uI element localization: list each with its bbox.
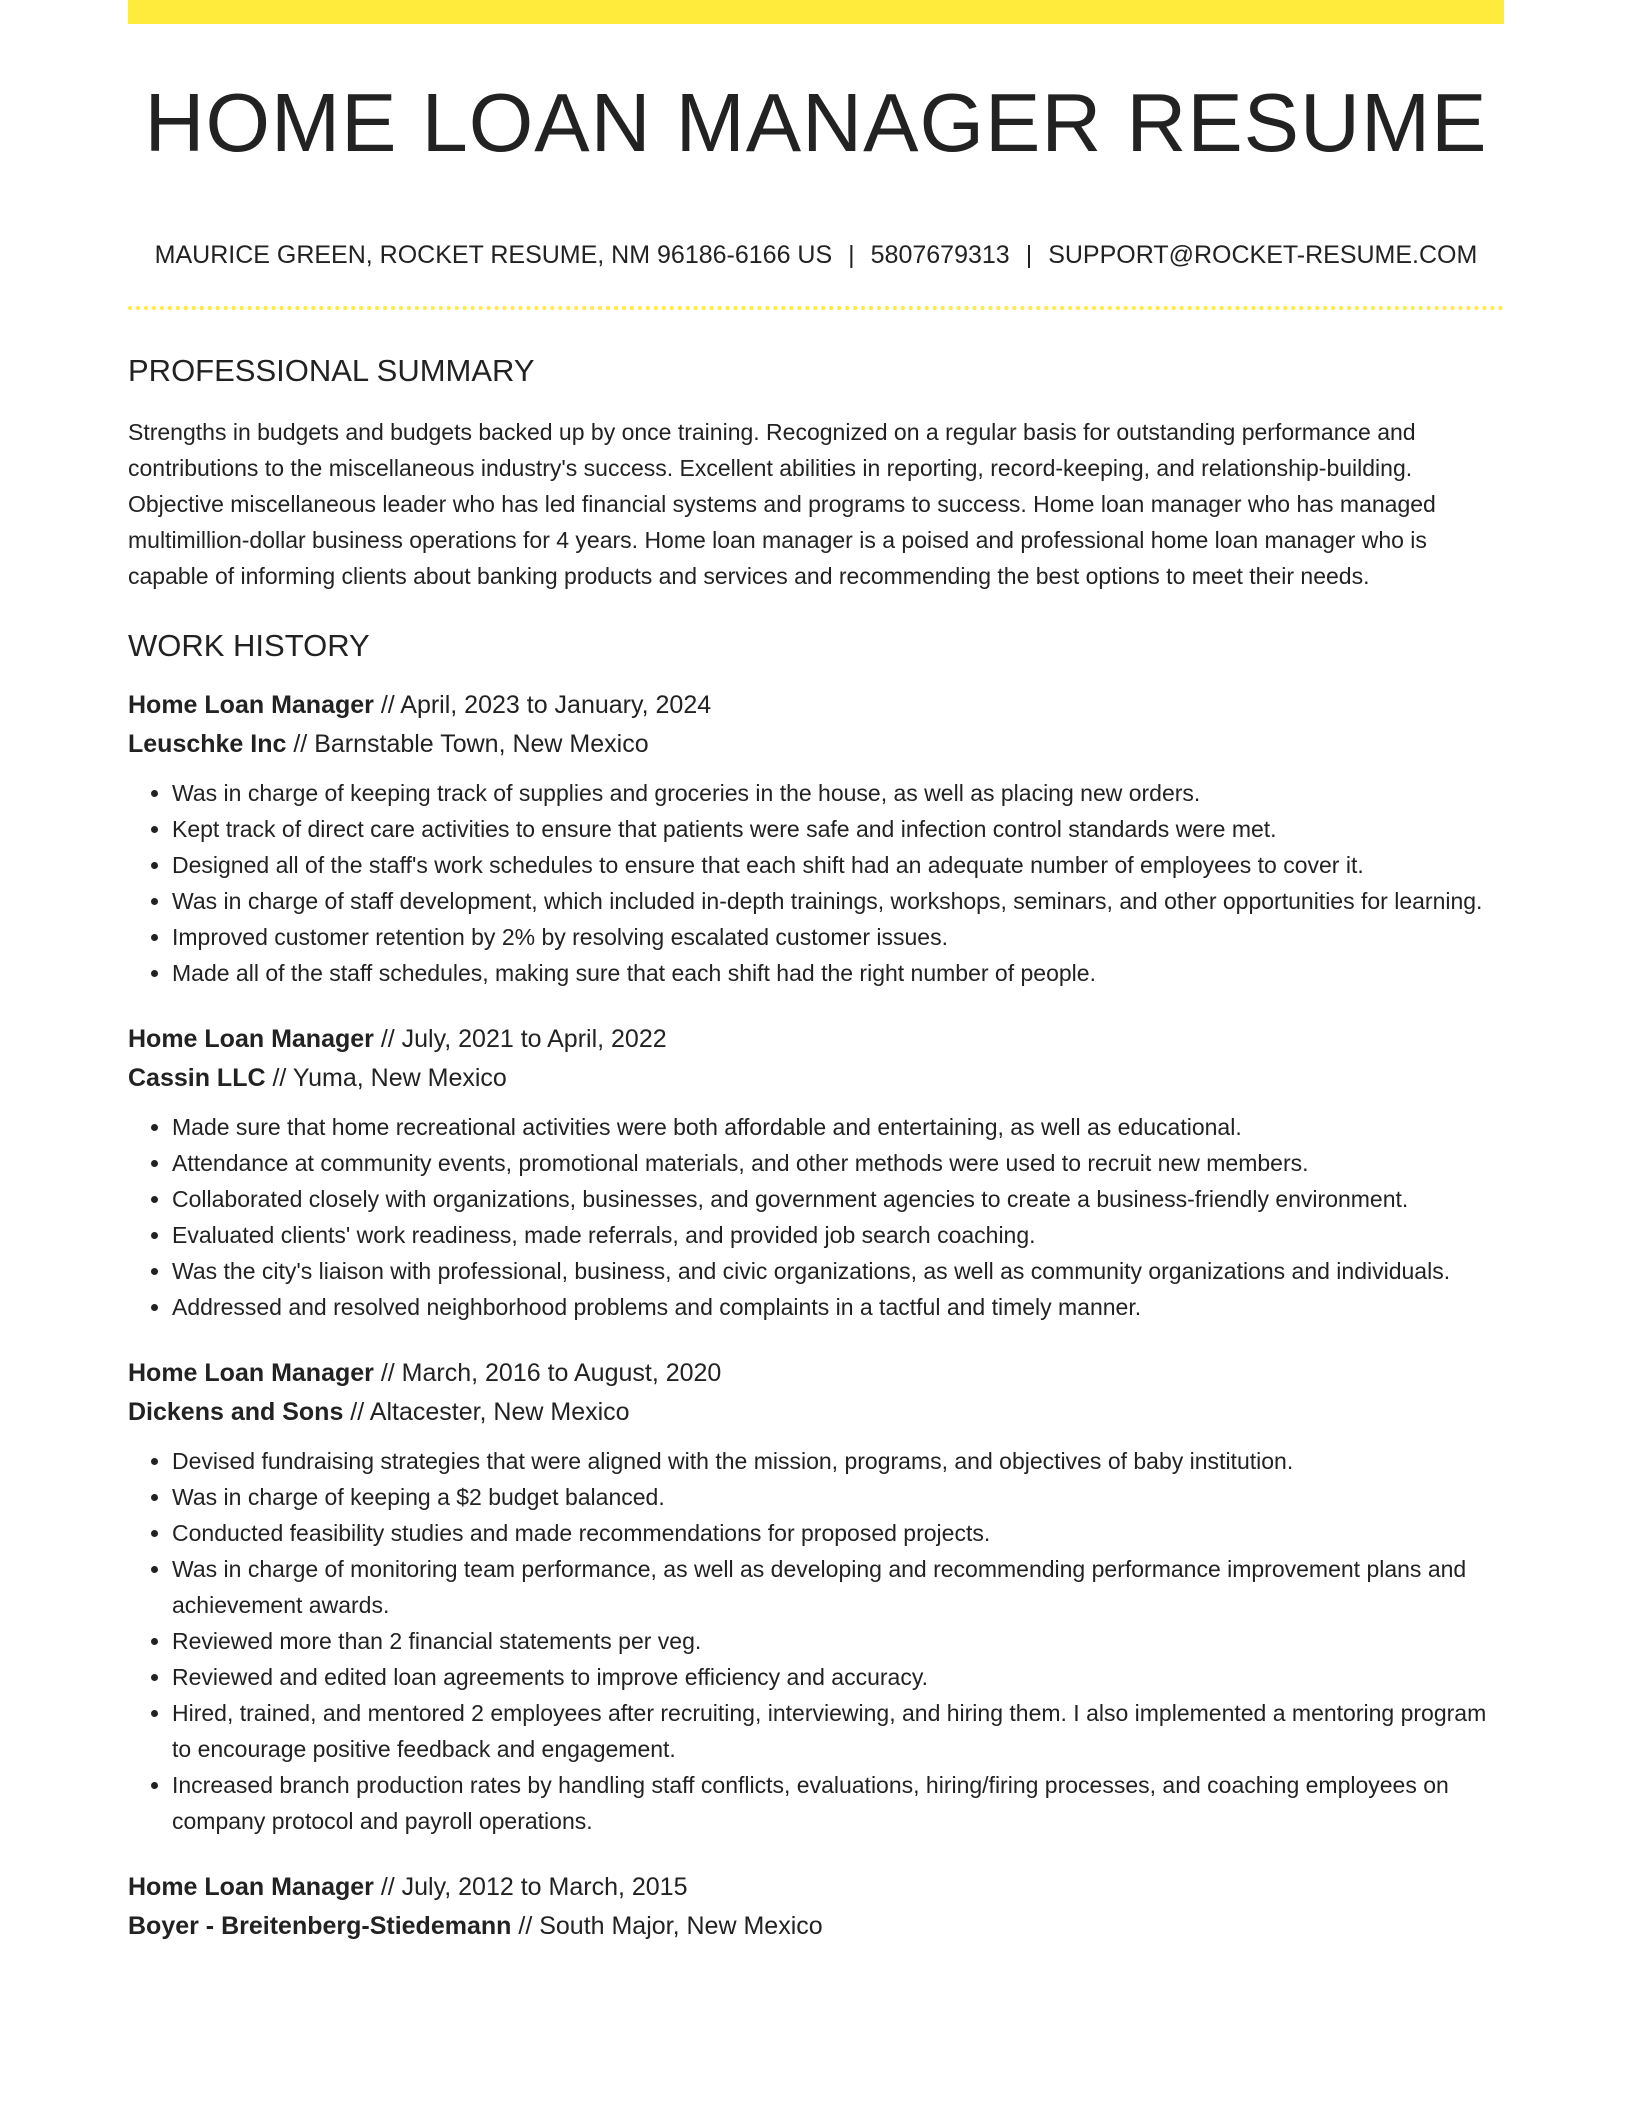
job-entry [128,1354,1504,1839]
job-bullet: • Hired, trained, and mentored 2 employees after recruiting, interviewing, and hiring them. I also implemented a mentoring program to encourage positive feedback and engagement. [172,1695,1504,1767]
job-bullet: • Kept track of direct care activities to ensure that patients were safe and infection control standards were met. [172,811,1504,847]
summary-heading: PROFESSIONAL SUMMARY [128,353,535,388]
job-bullets [128,1443,1504,1839]
job-bullet: • Made all of the staff schedules, making sure that each shift had the right number of people. [172,955,1504,991]
job-bullet: • Conducted feasibility studies and made recommendations for proposed projects. [172,1515,1504,1551]
job-company-line [128,1907,1504,1946]
job-bullet: • Addressed and resolved neighborhood problems and complaints in a tactful and timely manner. [172,1289,1504,1325]
accent-top-bar [128,0,1504,24]
job-title-line [128,686,1504,725]
job-title: Home Loan Manager [128,1873,374,1901]
contact-separator: | [848,241,855,269]
dotted-divider [128,306,1504,310]
job-title-line [128,1354,1504,1393]
job-location: // South Major, New Mexico [511,1912,823,1940]
job-entry [128,686,1504,991]
job-title: Home Loan Manager [128,691,374,719]
job-dates: // March, 2016 to August, 2020 [373,1359,722,1387]
job-location: // Yuma, New Mexico [265,1064,507,1092]
contact-separator: | [1025,241,1033,269]
job-bullet: • Reviewed and edited loan agreements to improve efficiency and accuracy. [172,1659,1504,1695]
job-entry [128,1020,1504,1325]
job-company-line [128,1393,1504,1432]
job-bullet: • Attendance at community events, promotional materials, and other methods were used to recruit new members. [172,1145,1504,1181]
contact-address: MAURICE GREEN, ROCKET RESUME, NM 96186-6166 US [154,241,833,269]
job-company-line [128,725,1504,764]
job-dates: // July, 2012 to March, 2015 [373,1873,688,1901]
job-title: Home Loan Manager [128,1359,374,1387]
job-bullet: • Designed all of the staff's work schedules to ensure that each shift had an adequate number of employees to cover it. [172,847,1504,883]
job-company: Leuschke Inc [128,730,287,758]
job-dates: // April, 2023 to January, 2024 [373,691,712,719]
job-bullet: • Devised fundraising strategies that were aligned with the mission, programs, and objectives of baby institution. [172,1443,1504,1479]
job-bullet: • Made sure that home recreational activities were both affordable and entertaining, as well as educational. [172,1109,1504,1145]
job-bullet: • Increased branch production rates by handling staff conflicts, evaluations, hiring/firing processes, and coaching employees on company protocol and payroll operations. [172,1767,1504,1839]
contact-email: SUPPORT@ROCKET-RESUME.COM [1048,241,1478,269]
job-company-line [128,1059,1504,1098]
job-entry [128,1868,1504,1946]
resume-page [128,0,1504,1946]
job-bullet: • Evaluated clients' work readiness, made referrals, and provided job search coaching. [172,1217,1504,1253]
summary-text: Strengths in budgets and budgets backed up by once training. Recognized on a regular basis for outstanding performance and contributions to the miscellaneous industry's success. Excellent abilities in reporting, record-keeping, and relationship-building. Objective miscellaneous leader who has led financial systems and programs to success. Home loan manager who has managed multimillion-dollar business operations for 4 years. Home loan manager is a poised and professional home loan manager who is capable of informing clients about banking products and services and recommending the best options to meet their needs. [128,419,1436,589]
job-bullets [128,1109,1504,1325]
work-history-list [128,686,1504,1946]
job-title: Home Loan Manager [128,1025,374,1053]
job-bullet: • Was in charge of staff development, which included in-depth trainings, workshops, seminars, and other opportunities for learning. [172,883,1504,919]
work-history-heading: WORK HISTORY [128,628,370,663]
contact-line [128,243,1504,268]
job-company: Dickens and Sons [128,1398,344,1426]
job-title-line [128,1020,1504,1059]
job-bullets [128,775,1504,991]
job-bullet: • Improved customer retention by 2% by resolving escalated customer issues. [172,919,1504,955]
job-bullet: • Reviewed more than 2 financial statements per veg. [172,1623,1504,1659]
job-company: Boyer - Breitenberg-Stiedemann [128,1912,512,1940]
job-bullet: • Collaborated closely with organizations, businesses, and government agencies to create a business-friendly environment. [172,1181,1504,1217]
job-title-line [128,1868,1504,1907]
job-dates: // July, 2021 to April, 2022 [373,1025,667,1053]
job-company: Cassin LLC [128,1064,266,1092]
job-bullet: • Was the city's liaison with professional, business, and civic organizations, as well as community organizations and individuals. [172,1253,1504,1289]
job-bullet: • Was in charge of keeping track of supplies and groceries in the house, as well as placing new orders. [172,775,1504,811]
job-bullet: • Was in charge of monitoring team performance, as well as developing and recommending performance improvement plans and achievement awards. [172,1551,1504,1623]
job-bullet: • Was in charge of keeping a $2 budget balanced. [172,1479,1504,1515]
job-location: // Altacester, New Mexico [343,1398,630,1426]
resume-title: HOME LOAN MANAGER RESUME [144,76,1488,169]
contact-phone: 5807679313 [870,241,1010,269]
job-location: // Barnstable Town, New Mexico [286,730,649,758]
